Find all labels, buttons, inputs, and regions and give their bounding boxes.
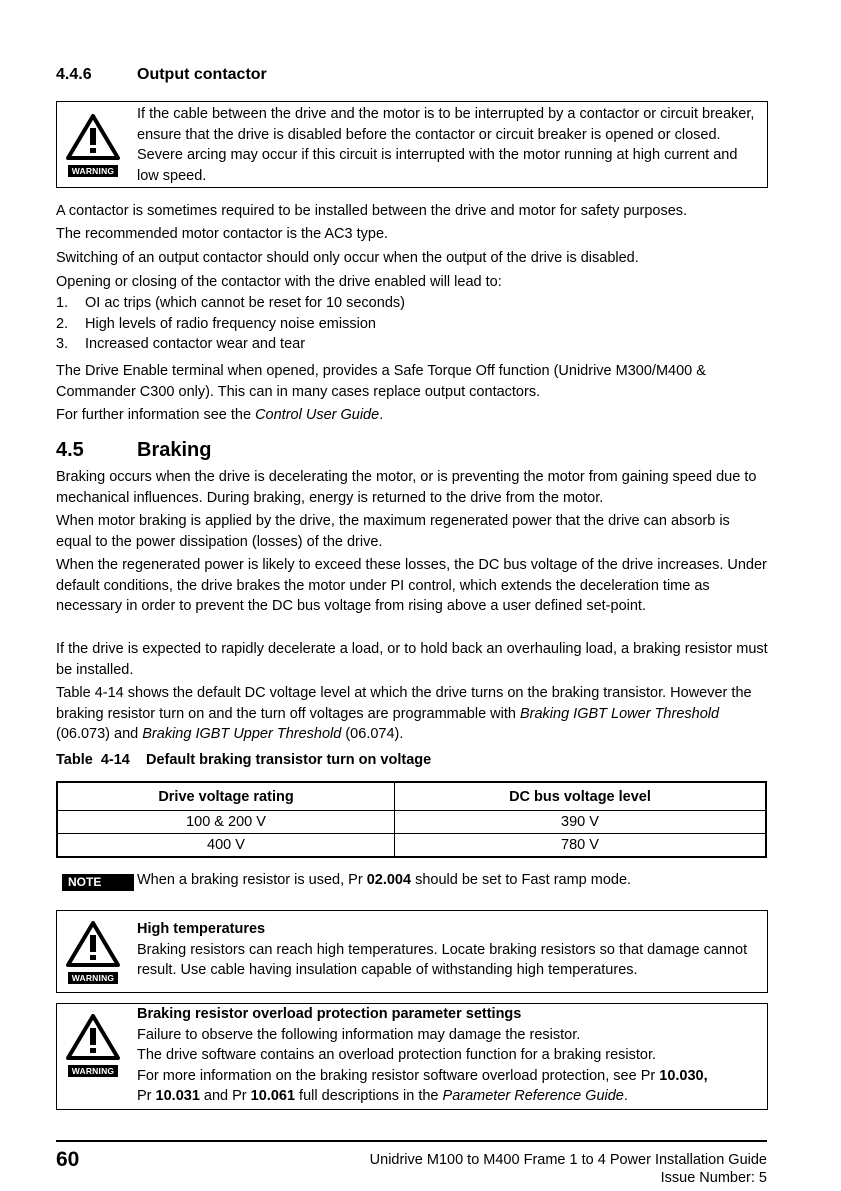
list-item: 3. Increased contactor wear and tear <box>56 336 306 352</box>
table-cell: 780 V <box>395 834 767 858</box>
warning-label: WARNING <box>68 972 118 984</box>
warning-box-output-contactor <box>56 101 768 188</box>
warning-title: Braking resistor overload protection parameter settings <box>137 1006 522 1022</box>
table-cell: 390 V <box>395 811 767 834</box>
warning-icon <box>65 114 121 177</box>
paragraph: Braking occurs when the drive is decelerating the motor, or is preventing the motor from gaining speed due to mechanical influences. During braking, energy is returned to the drive from the motor. <box>56 469 757 506</box>
numbered-list <box>56 293 768 355</box>
braking-voltage-table <box>56 781 767 858</box>
warning-text: Braking resistors can reach high temperatures. Locate braking resistors so that damage cannot result. Use cable having insulation capable of withstanding high temperatures. <box>137 941 748 978</box>
braking-title: Braking <box>137 439 212 461</box>
section-number: 4.4.6 <box>56 66 92 83</box>
section-heading <box>56 66 267 84</box>
table-row <box>57 834 766 858</box>
paragraph: Table 4-14 shows the default DC voltage level at which the drive turns on the braking transistor. However the braking resistor turn on and the turn off voltages are programmable with Braking IGBT Lower Threshold (06.073) and Braking IGBT Upper Threshold (06.074). <box>56 685 752 742</box>
footer-title <box>370 1151 767 1187</box>
control-user-guide-ref: Control User Guide <box>255 407 380 423</box>
table-caption: Table 4-14 Default braking transistor turn on voltage <box>56 752 432 768</box>
paragraph: The Drive Enable terminal when opened, provides a Safe Torque Off function (Unidrive M300/M400 & Commander C300 only). This can in many cases replace output contactors. <box>56 363 706 400</box>
paragraph: Switching of an output contactor should only occur when the output of the drive is disabled. <box>56 250 639 266</box>
note-text: When a braking resistor is used, Pr 02.004 should be set to Fast ramp mode. <box>137 872 632 888</box>
warning-line: Failure to observe the following information may damage the resistor. <box>137 1026 581 1043</box>
table-header-row <box>57 782 766 811</box>
paragraph: If the drive is expected to rapidly decelerate a load, or to hold back an overhauling load, a braking resistor must be installed. <box>56 641 768 678</box>
paragraph: When the regenerated power is likely to exceed these losses, the DC bus voltage of the drive increases. Under default conditions, the drive brakes the motor under PI control, which extends the deceleration time as necessary in order to prevent the DC bus voltage from rising above a user defined set-point. <box>56 557 767 614</box>
warning-box-high-temperatures <box>56 910 768 993</box>
table-header: Drive voltage rating <box>57 782 395 811</box>
warning-icon <box>65 921 121 984</box>
parameter-reference-guide-ref: Parameter Reference Guide <box>442 1088 624 1104</box>
list-item: 2. High levels of radio frequency noise emission <box>56 315 376 332</box>
table-row <box>57 811 766 834</box>
paragraph: The recommended motor contactor is the AC3 type. <box>56 226 389 242</box>
warning-label: WARNING <box>68 165 118 177</box>
warning-line: Pr 10.031 and Pr 10.061 full descriptions in the Parameter Reference Guide. <box>137 1088 628 1104</box>
warning-icon <box>65 1014 121 1077</box>
page-number: 60 <box>56 1148 80 1171</box>
warning-text: If the cable between the drive and the motor is to be interrupted by a contactor or circuit breaker, ensure that the drive is disabled before the contactor or circuit breaker is opened or closed. Severe arcing may occur if this circuit is interrupted with the motor running at high current and low speed. <box>137 106 755 184</box>
parameter-ref: 02.004 <box>366 872 412 888</box>
paragraph: A contactor is sometimes required to be installed between the drive and motor for safety purposes. <box>56 203 688 219</box>
issue-number: Issue Number: 5 <box>660 1170 767 1186</box>
section-title: Output contactor <box>137 66 267 83</box>
warning-title: High temperatures <box>137 921 266 937</box>
document-title: Unidrive M100 to M400 Frame 1 to 4 Power Installation Guide <box>369 1152 767 1168</box>
table-cell: 100 & 200 V <box>57 811 395 834</box>
paragraph: Opening or closing of the contactor with the drive enabled will lead to: <box>56 274 502 290</box>
note-label: NOTE <box>62 874 134 891</box>
paragraph: For further information see the Control User Guide. <box>56 407 384 423</box>
braking-number: 4.5 <box>56 439 84 461</box>
paragraph: When motor braking is applied by the drive, the maximum regenerated power that the drive can absorb is equal to the power dissipation (losses) of the drive. <box>56 513 730 550</box>
braking-heading <box>56 439 211 462</box>
footer-rule <box>56 1140 767 1142</box>
list-item: 1. OI ac trips (which cannot be reset for 10 seconds) <box>56 295 405 311</box>
warning-line: The drive software contains an overload protection function for a braking resistor. <box>137 1047 657 1063</box>
warning-line: For more information on the braking resistor software overload protection, see Pr 10.030, <box>137 1067 708 1084</box>
warning-box-overload-protection <box>56 1003 768 1110</box>
warning-label: WARNING <box>68 1065 118 1077</box>
table-header: DC bus voltage level <box>395 782 767 811</box>
table-cell: 400 V <box>57 834 395 858</box>
